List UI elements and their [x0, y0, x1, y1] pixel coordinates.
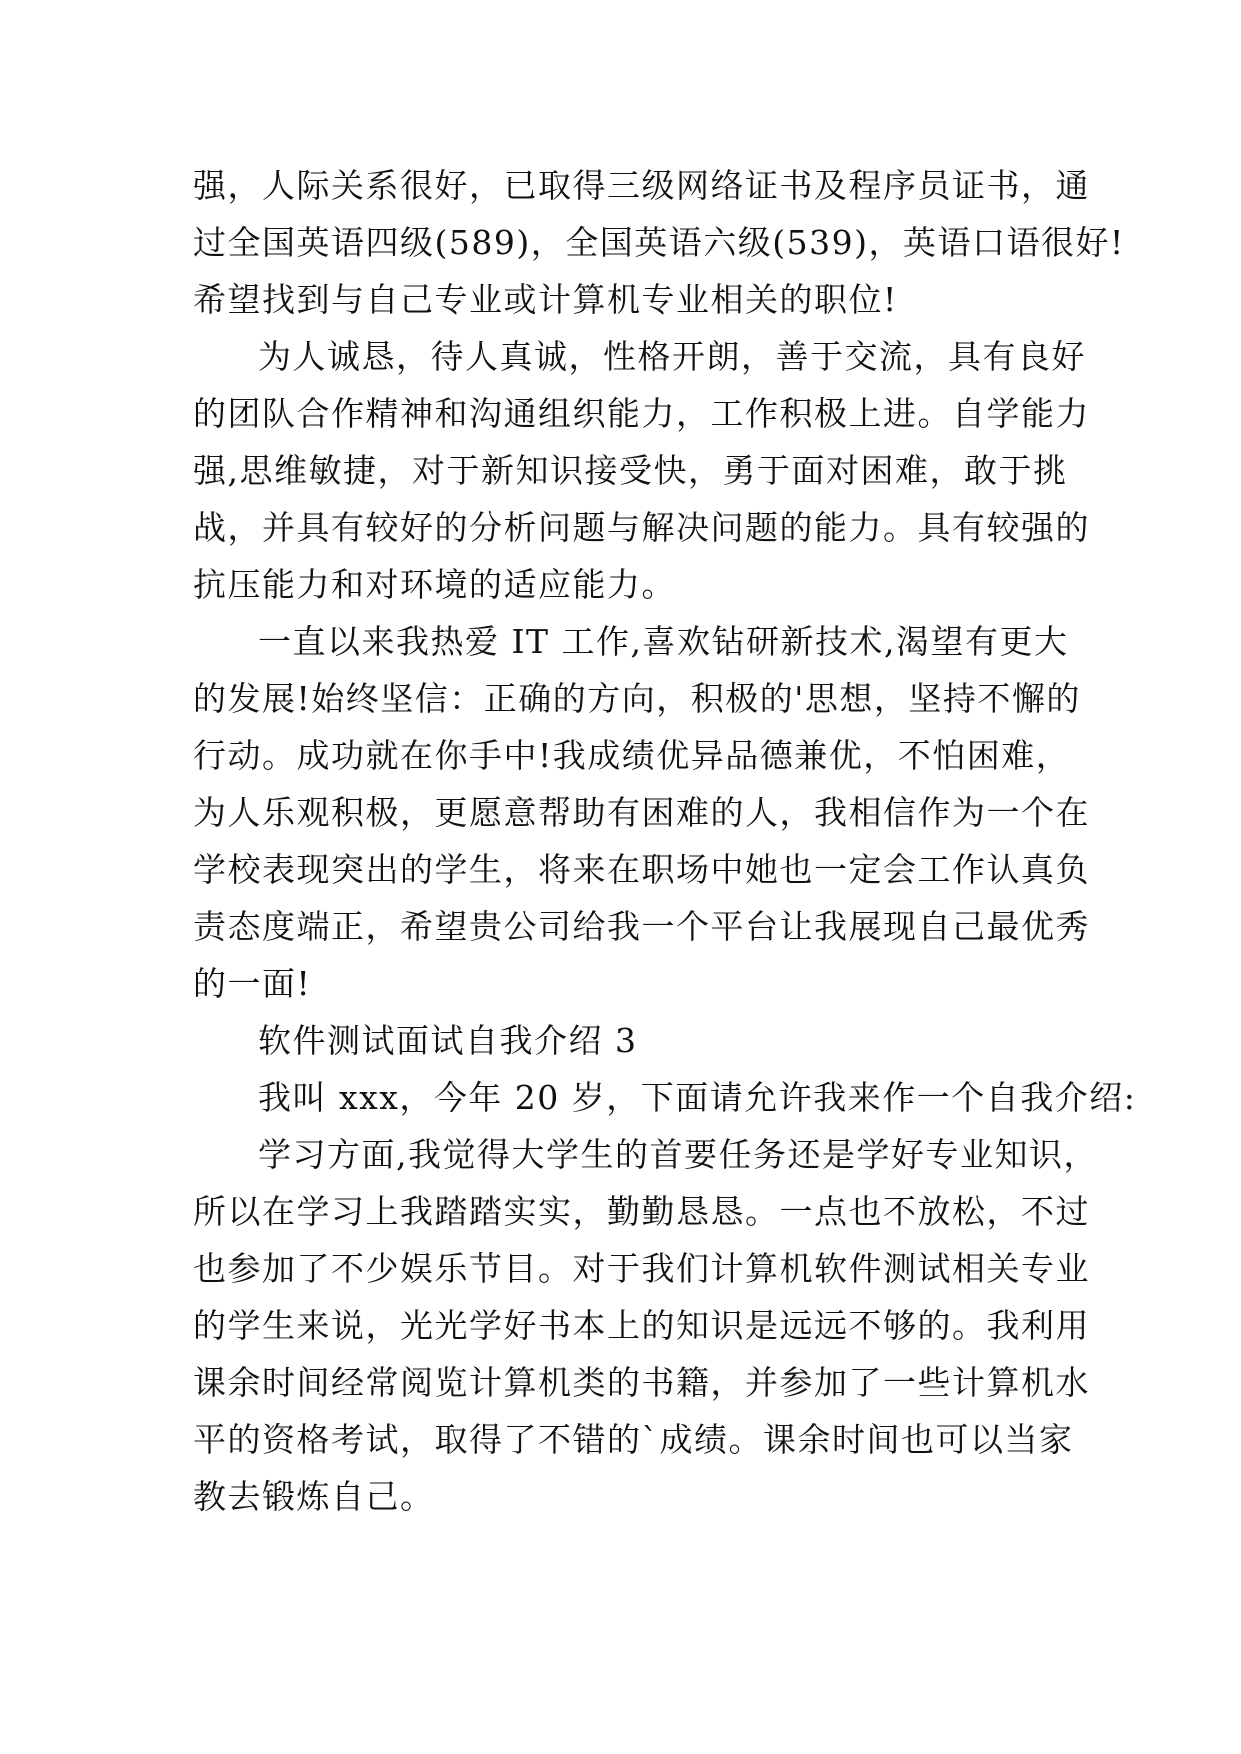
- text-line: 强,思维敏捷，对于新知识接受快，勇于面对困难，敢于挑: [193, 451, 1068, 490]
- text-line: 我叫 xxx，今年 20 岁，下面请允许我来作一个自我介绍:: [258, 1078, 1137, 1117]
- text-line: 学习方面,我觉得大学生的首要任务还是学好专业知识，: [258, 1135, 1098, 1174]
- section-heading: 软件测试面试自我介绍 3: [258, 1021, 638, 1060]
- text-line: 强，人际关系很好，已取得三级网络证书及程序员证书，通: [193, 166, 1090, 205]
- text-line: 学校表现突出的学生，将来在职场中她也一定会工作认真负: [193, 850, 1090, 889]
- text-line: 为人乐观积极，更愿意帮助有困难的人，我相信作为一个在: [193, 793, 1090, 832]
- text-line: 平的资格考试，取得了不错的`成绩。课余时间也可以当家: [193, 1420, 1074, 1459]
- text-line: 行动。成功就在你手中!我成绩优异品德兼优，不怕困难，: [193, 736, 1071, 775]
- text-line: 的学生来说，光光学好书本上的知识是远远不够的。我利用: [193, 1306, 1090, 1345]
- text-line: 为人诚恳，待人真诚，性格开朗，善于交流，具有良好: [258, 337, 1086, 376]
- text-line: 抗压能力和对环境的适应能力。: [193, 565, 676, 604]
- text-line: 的团队合作精神和沟通组织能力，工作积极上进。自学能力: [193, 394, 1090, 433]
- text-line: 一直以来我热爱 IT 工作,喜欢钻研新技术,渴望有更大: [258, 622, 1069, 661]
- text-line: 也参加了不少娱乐节目。对于我们计算机软件测试相关专业: [193, 1249, 1090, 1288]
- text-line: 责态度端正，希望贵公司给我一个平台让我展现自己最优秀: [193, 907, 1090, 946]
- text-line: 教去锻炼自己。: [193, 1477, 435, 1516]
- text-line: 希望找到与自己专业或计算机专业相关的职位!: [193, 280, 898, 319]
- text-line: 的发展!始终坚信：正确的方向，积极的'思想，坚持不懈的: [193, 679, 1081, 718]
- text-line: 课余时间经常阅览计算机类的书籍，并参加了一些计算机水: [193, 1363, 1090, 1402]
- text-line: 过全国英语四级(589)，全国英语六级(539)，英语口语很好!: [193, 223, 1125, 262]
- text-line: 的一面!: [193, 964, 312, 1003]
- text-line: 所以在学习上我踏踏实实，勤勤恳恳。一点也不放松，不过: [193, 1192, 1090, 1231]
- text-line: 战，并具有较好的分析问题与解决问题的能力。具有较强的: [193, 508, 1090, 547]
